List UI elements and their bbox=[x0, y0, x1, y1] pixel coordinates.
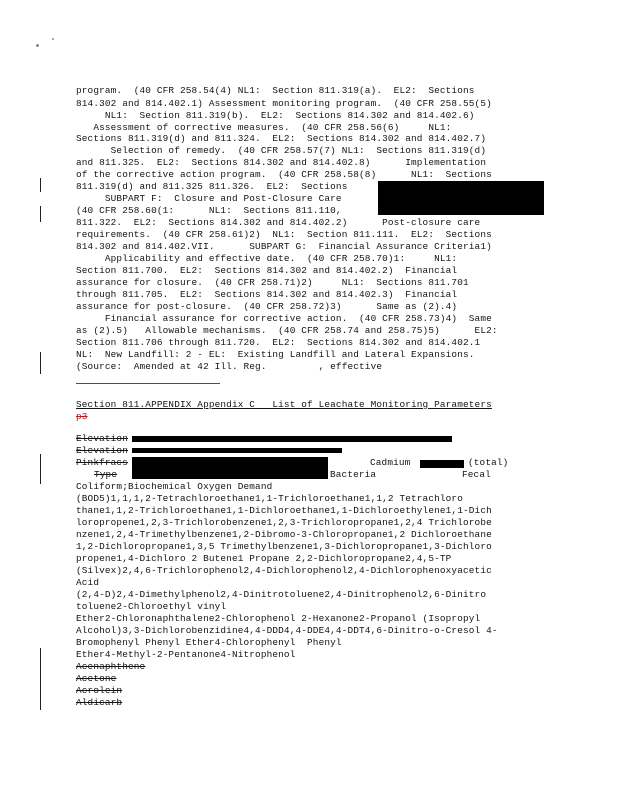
parameter-line: Acrolein bbox=[76, 686, 123, 696]
param-header: Cadmium bbox=[370, 458, 411, 468]
body-line: Financial assurance for corrective action. (40 CFR 258.73)4) Same bbox=[76, 314, 492, 324]
body-line: Applicability and effective date. (40 CFR 258.70)1: NL1: bbox=[76, 254, 458, 264]
body-line: Section 811.706 through 811.720. EL2: Sections 814.302 and 814.402.1 bbox=[76, 338, 481, 348]
subpart-heading: SUBPART F: Closure and Post-Closure Care bbox=[76, 194, 342, 204]
param-header: (total) bbox=[468, 458, 509, 468]
body-line: through 811.705. EL2: Sections 814.302 and 814.402.3) Financial bbox=[76, 290, 458, 300]
body-line: assurance for closure. (40 CFR 258.71)2) NL1: Sections 811.701 bbox=[76, 278, 469, 288]
change-bar bbox=[40, 648, 41, 710]
parameter-line: toluene2-Chloroethyl vinyl bbox=[76, 602, 227, 612]
parameter-line: 1,2-Dichloropropane1,3,5 Trimethylbenzene1,3-Dichloropropane1,3-Dichloro bbox=[76, 542, 492, 552]
body-line: as (2).5) Allowable mechanisms. (40 CFR 258.74 and 258.75)5) EL2: bbox=[76, 326, 498, 336]
body-line: requirements. (40 CFR 258.61)2) NL1: Section 811.111. EL2: Sections bbox=[76, 230, 492, 240]
body-line: Sections 811.319(d) and 811.324. EL2: Sections 814.302 and 814.402.7) bbox=[76, 134, 487, 144]
redaction-block bbox=[132, 436, 452, 442]
redaction-block bbox=[132, 457, 328, 479]
param-header: Type bbox=[94, 470, 118, 480]
param-header: Elevation bbox=[76, 446, 128, 456]
revision-rule bbox=[76, 383, 220, 384]
parameter-line: propene1,4-Dichloro 2 Butene1 Propane 2,2-Dichloropropane2,4,5-TP bbox=[76, 554, 452, 564]
source-note: (Source: Amended at 42 Ill. Reg. , effective bbox=[76, 362, 383, 372]
body-line: 811.322. EL2: Sections 814.302 and 814.402.2) Post-closure care bbox=[76, 218, 481, 228]
scan-speck bbox=[52, 38, 54, 40]
body-line: NL1: Section 811.319(b). EL2: Sections 814.302 and 814.402.6) bbox=[76, 111, 475, 121]
body-line: Assessment of corrective measures. (40 CFR 258.56(6) NL1: bbox=[76, 123, 452, 133]
param-header: Pinkfracs bbox=[76, 458, 128, 468]
parameter-line: Alcohol)3,3-Dichlorobenzidine4,4-DDD4,4-DDE4,4-DDT4,6-Dinitro-o-Cresol 4- bbox=[76, 626, 498, 636]
parameter-line: Acetone bbox=[76, 674, 117, 684]
parameter-line: Acenaphthene bbox=[76, 662, 146, 672]
subpart-heading: 814.302 and 814.402.VII. SUBPART G: Financial Assurance Criteria1) bbox=[76, 242, 492, 252]
change-bar bbox=[40, 352, 41, 374]
scan-speck bbox=[36, 44, 39, 47]
redaction-block bbox=[378, 181, 544, 215]
body-line: assurance for post-closure. (40 CFR 258.72)3) Same as (2).4) bbox=[76, 302, 458, 312]
param-header: Bacteria bbox=[330, 470, 377, 480]
body-line: of the corrective action program. (40 CFR 258.58(8) NL1: Sections bbox=[76, 170, 492, 180]
parameter-line: (Silvex)2,4,6-Trichlorophenol2,4-Dichlorophenol2,4-Dichlorophenoxyacetic bbox=[76, 566, 492, 576]
parameter-line: Ether4-Methyl-2-Pentanone4-Nitrophenol bbox=[76, 650, 296, 660]
body-line: 814.302 and 814.402.1) Assessment monitoring program. (40 CFR 258.55(5) bbox=[76, 99, 492, 109]
parameter-line: Ether2-Chloronaphthalene2-Chlorophenol 2-Hexanone2-Propanol (Isopropyl bbox=[76, 614, 481, 624]
body-line: Selection of remedy. (40 CFR 258.57(7) NL1: Sections 811.319(d) bbox=[76, 146, 487, 156]
parameter-line: thane1,1,2-Trichloroethane1,1-Dichloroethane1,1-Dichloroethylene1,1-Dich bbox=[76, 506, 492, 516]
body-line: Section 811.700. EL2: Sections 814.302 and 814.402.2) Financial bbox=[76, 266, 458, 276]
parameter-line: Acid bbox=[76, 578, 100, 588]
body-line: NL: New Landfill: 2 - EL: Existing Landfill and Lateral Expansions. bbox=[76, 350, 475, 360]
body-line: and 811.325. EL2: Sections 814.302 and 814.402.8) Implementation bbox=[76, 158, 487, 168]
appendix-heading: Section 811.APPENDIX Appendix C List of Leachate Monitoring Parameters bbox=[76, 400, 492, 410]
parameter-line: nzene1,2,4-Trimethylbenzene1,2-Dibromo-3-Chloropropane1,2 Dichloroethane bbox=[76, 530, 492, 540]
body-line: program. (40 CFR 258.54(4) NL1: Section 811.319(a). EL2: Sections bbox=[76, 86, 475, 96]
body-line: 811.319(d) and 811.325 811.326. EL2: Sections bbox=[76, 182, 348, 192]
parameter-line: (2,4-D)2,4-Dimethylphenol2,4-Dinitrotoluene2,4-Dinitrophenol2,6-Dinitro bbox=[76, 590, 487, 600]
parameter-line: Coliform;Biochemical Oxygen Demand bbox=[76, 482, 273, 492]
appendix-heading-suffix: p3 bbox=[76, 412, 88, 422]
parameter-line: Bromophenyl Phenyl Ether4-Chlorophenyl Phenyl bbox=[76, 638, 342, 648]
param-header: Fecal bbox=[462, 470, 491, 480]
parameter-line: Aldicarb bbox=[76, 698, 123, 708]
change-bar bbox=[40, 454, 41, 484]
change-bar bbox=[40, 206, 41, 222]
redaction-block bbox=[420, 460, 464, 468]
change-bar bbox=[40, 178, 41, 192]
redaction-block bbox=[132, 448, 342, 453]
body-line: (40 CFR 258.60(1: NL1: Sections 811.110, bbox=[76, 206, 342, 216]
parameter-line: loropropene1,2,3-Trichlorobenzene1,2,3-Trichloropropane1,2,4 Trichlorobe bbox=[76, 518, 492, 528]
parameter-line: (BOD5)1,1,1,2-Tetrachloroethane1,1-Trichloroethane1,1,2 Tetrachloro bbox=[76, 494, 463, 504]
param-header: Elevation bbox=[76, 434, 128, 444]
